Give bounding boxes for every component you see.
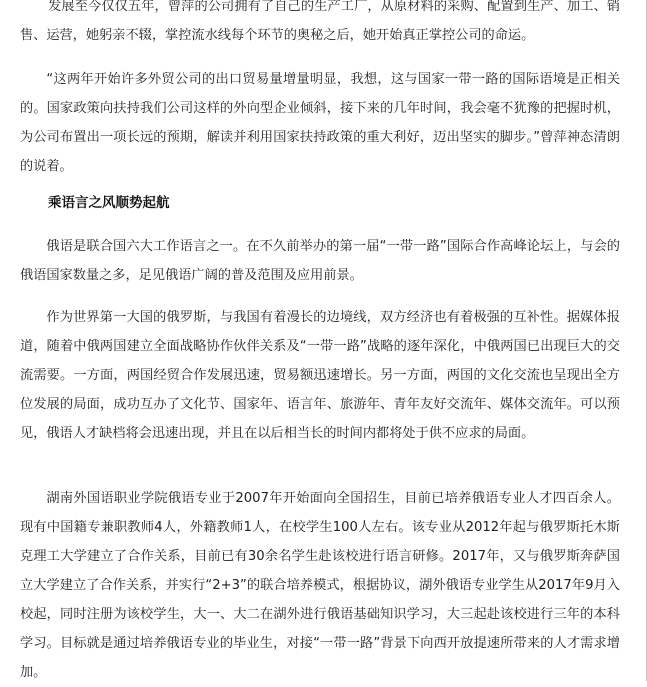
paragraph-company-growth-text: 发展至今仅仅五年，曾萍的公司拥有了自己的生产工厂，从原材料的采购、配置到生产、加工、销售、运营，她躬亲不辍，掌控流水线每个环节的奥秘之后，她开始真正掌控公司的命运。 [20,0,620,43]
paragraph-college-program: 湖南外国语职业学院俄语专业于2007年开始面向全国招生，目前已培养俄语专业人才四百余人。现有中国籍专兼职教师4人，外籍教师1人，在校学生100人左右。该专业从2012年起与俄罗斯托木斯克理工大学建立了合作关系，目前已有30余名学生赴该校进行语言研修。2017年，又与俄罗斯奔萨国立大学建立了合作关系，并实行“2+3”的联合培养模式，根据协议，湖外俄语专业学生从2017年9月入校起，同时注册为该校学生，大一、大二在湖外进行俄语基础知识学习，大三起赴该校进行三年的本科学习。目标就是通过培养俄语专业的毕业生，对接“一带一路”背景下向西开放提速所带来的人才需求增加。 [20,491,620,680]
paragraph-russia-relations: 作为世界第一大国的俄罗斯，与我国有着漫长的边境线，双方经济也有着极强的互补性。据媒体报道，随着中俄两国建立全面战略协作伙伴关系及“一带一路”战略的逐年深化，中俄两国已出现巨大的交流需要。一方面，两国经贸合作发展迅速，贸易额迅速增长。另一方面，两国的文化交流也呈现出全方位发展的局面，成功互办了文化节、国家年、语言年、旅游年、青年友好交流年、媒体交流年。可以预见，俄语人才缺档将会迅速出现，并且在以后相当长的时间内都将处于供不应求的局面。 [20,310,620,441]
paragraph-russian-language: 俄语是联合国六大工作语言之一。在不久前举办的第一届“一带一路”国际合作高峰论坛上，与会的俄语国家数量之多，足见俄语广阔的普及范围及应用前景。 [20,239,620,283]
paragraph-quote: “这两年开始许多外贸公司的出口贸易量增量明显，我想，这与国家一带一路的国际语境是正相关的。国家政策向扶持我们公司这样的外向型企业倾斜，接下来的几年时间，我会毫不犹豫的把握时机，为公司布置出一项长远的预期，解读并利用国家扶持政策的重大利好，迈出坚实的脚步。”曾萍神态清朗的说着。 [20,72,620,174]
paragraph-company-growth [20,0,620,50]
section-heading: 乘语言之风顺势起航 [48,195,170,211]
